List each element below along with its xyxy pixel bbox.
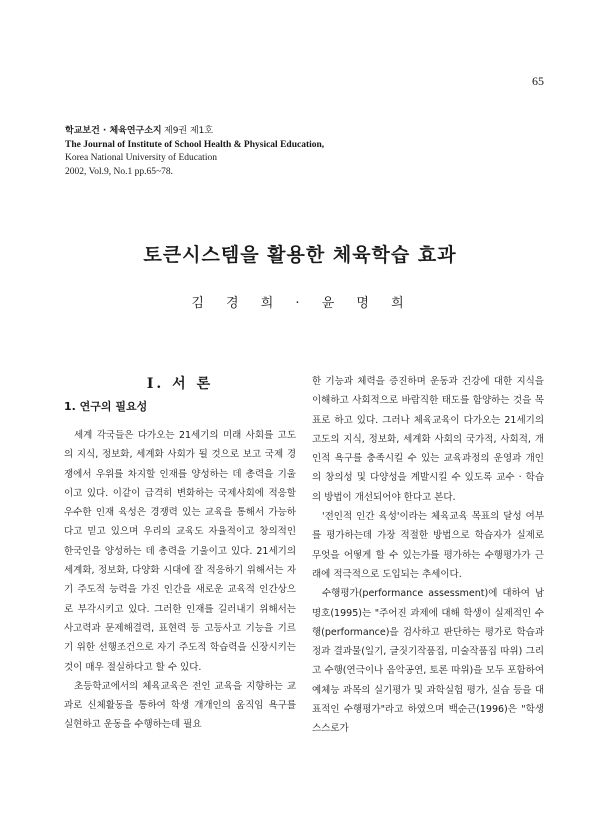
- paper-title: 토큰시스템을 활용한 체육학습 효과: [143, 244, 457, 266]
- paper-authors: 김 경 희 · 윤 명 희: [191, 296, 409, 311]
- left-paragraph: 초등학교에서의 체육교육은 전인 교육을 지향하는 교과로 신체활동을 통하여 학생 개개인의 움직임 욕구를 실현하고 운동을 수행하는데 필요: [64, 680, 296, 731]
- subsection-heading: 1. 연구의 필요성: [64, 400, 148, 413]
- page-number: 65: [532, 74, 544, 88]
- right-column: [312, 372, 544, 739]
- journal-korean-line: [65, 125, 535, 139]
- journal-korean-name: 학교보건 · 체육연구소지: [65, 126, 162, 136]
- journal-university: Korea National University of Education: [65, 153, 217, 163]
- section-heading: I. 서 론: [146, 376, 214, 392]
- right-paragraph: 수행평가(performance assessment)에 대하여 남명호(1995)는 "주어진 과제에 대해 학생이 실제적인 수행(performance)을 검사하고 판단하는 평가로 학습과정과 결과물(일기, 글짓기작품집, 미술작품집 따위) 그리고 수행(연극이나 음악공연, 토론 따위)을 모두 포함하여 예체능 과목의 실기평가 및 과학실험 평가, 실습 등을 대표적인 수행평가"라고 하였으며 백순근(1996)은 "학생 스스로가: [312, 588, 544, 735]
- left-column: [64, 374, 296, 735]
- journal-info: [65, 125, 535, 179]
- journal-volume-kr: 제9권 제1호: [164, 126, 214, 136]
- journal-citation: 2002, Vol.9, No.1 pp.65~78.: [65, 166, 173, 177]
- left-paragraph: 세계 각국들은 다가오는 21세기의 미래 사회를 고도의 지식, 정보화, 세계화 사회가 될 것으로 보고 국제 경쟁에서 우위를 차지할 인재를 양성하는 데 총력을 기울이고 있다. 이같이 급격히 변화하는 국제사회에 적응할 우수한 인재 육성은 경쟁력 있는 교육을 통해서 가능하다고 믿고 있으며 우리의 교육도 자율적이고 창의적인 한국인을 양성하는 데 총력을 기울이고 있다. 21세기의 세계화, 정보화, 다양화 시대에 잘 적응하기 위해서는 자기 주도적 능력을 가진 인간을 새로운 교육적 인간상으로 부각시키고 있다. 그러한 인재를 길러내기 위해서는 사고력과 문제해결력, 표현력 등 고등사고 기능을 기르기 위한 선행조건으로 자기 주도적 학습력을 신장시키는 것이 매우 절실하다고 할 수 있다.: [64, 430, 296, 673]
- right-paragraph: '전인적 인간 육성'이라는 체육교육 목표의 달성 여부를 평가하는데 가장 적절한 방법으로 학습자가 실제로 무엇을 어떻게 할 수 있는가를 평가하는 수행평가가 근래에 적극적으로 도입되는 추세이다.: [312, 511, 544, 580]
- right-paragraph: 한 기능과 체력을 증진하며 운동과 건강에 대한 지식을 이해하고 사회적으로 바람직한 태도를 함양하는 것을 목표로 하고 있다. 그러나 체육교육이 다가오는 21세기의 고도의 지식, 정보화, 세계화 사회의 국가적, 사회적, 개인적 욕구를 충족시킬 수 있는 교육과정의 운영과 개인의 창의성 및 다양성을 계발시킬 수 있도록 교수 · 학습의 방법이 개선되어야 한다고 본다.: [312, 376, 544, 503]
- journal-english-name: The Journal of Institute of School Health & Physical Education,: [65, 139, 325, 150]
